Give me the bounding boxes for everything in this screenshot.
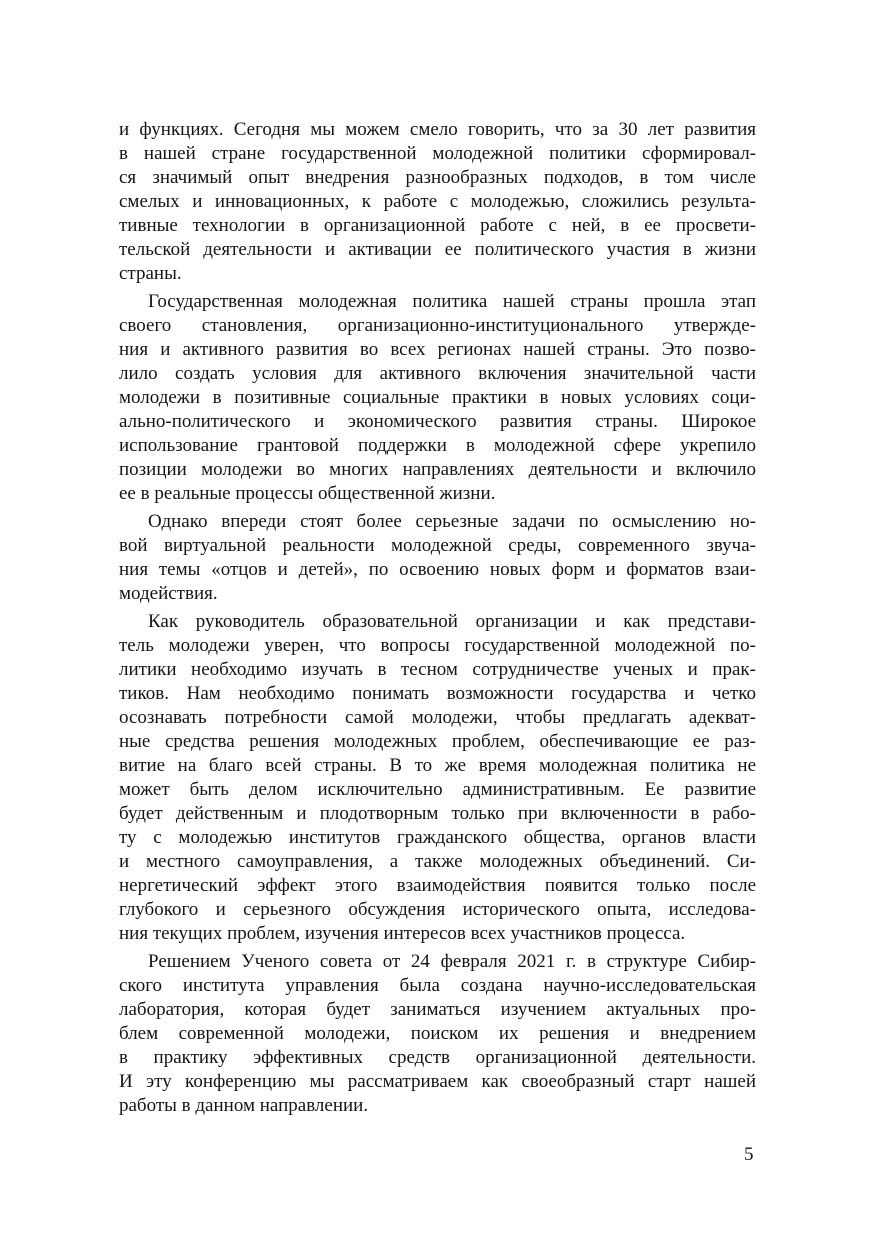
text-line: блем современной молодежи, поиском их решения и внедрением (119, 1023, 756, 1044)
paragraph-1 (119, 118, 756, 286)
text-line: тельской деятельности и активации ее политического участия в жизни (119, 239, 756, 260)
text-line: и функциях. Сегодня мы можем смело говорить, что за 30 лет развития (119, 119, 756, 140)
text-line: позиции молодежи во многих направлениях деятельности и включило (119, 459, 756, 480)
text-line: лаборатория, которая будет заниматься изучением актуальных про- (119, 999, 756, 1020)
text-line: нергетический эффект этого взаимодействия появится только после (119, 875, 756, 896)
text-line: Однако впереди стоят более серьезные задачи по осмыслению но- (148, 511, 756, 532)
text-line: лило создать условия для активного включения значительной части (119, 363, 756, 384)
text-line: глубокого и серьезного обсуждения исторического опыта, исследова- (119, 899, 756, 920)
text-line: ально-политического и экономического развития страны. Широкое (119, 411, 756, 432)
text-line: смелых и инновационных, к работе с молодежью, сложились результа- (119, 191, 756, 212)
text-line: в нашей стране государственной молодежной политики сформировал- (119, 143, 756, 164)
text-line: И эту конференцию мы рассматриваем как своеобразный старт нашей (119, 1071, 756, 1092)
text-line: молодежи в позитивные социальные практики в новых условиях соци- (119, 387, 756, 408)
text-line: модействия. (119, 583, 218, 604)
paragraph-2 (119, 290, 756, 506)
paragraph-5 (119, 950, 756, 1118)
text-line: своего становления, организационно-институционального утвержде- (119, 315, 756, 336)
text-line: в практику эффективных средств организационной деятельности. (119, 1047, 756, 1068)
text-line: Государственная молодежная политика нашей страны прошла этап (148, 291, 756, 312)
text-line: ского института управления была создана научно-исследовательская (119, 975, 756, 996)
text-line: ся значимый опыт внедрения разнообразных подходов, в том числе (119, 167, 756, 188)
text-line: ту с молодежью институтов гражданского общества, органов власти (119, 827, 756, 848)
text-line: будет действенным и плодотворным только при включенности в рабо- (119, 803, 756, 824)
text-line: литики необходимо изучать в тесном сотрудничестве ученых и прак- (119, 659, 756, 680)
paragraph-4 (119, 610, 756, 946)
text-line: Как руководитель образовательной организации и как представи- (148, 611, 756, 632)
text-line: Решением Ученого совета от 24 февраля 2021 г. в структуре Сибир- (148, 951, 756, 972)
text-line: тиков. Нам необходимо понимать возможности государства и четко (119, 683, 756, 704)
text-line: может быть делом исключительно административным. Ее развитие (119, 779, 756, 800)
text-line: вой виртуальной реальности молодежной среды, современного звуча- (119, 535, 756, 556)
text-line: ния темы «отцов и детей», по освоению новых форм и форматов взаи- (119, 559, 756, 580)
paragraph-3 (119, 510, 756, 606)
page-body (119, 118, 756, 1122)
text-line: витие на благо всей страны. В то же время молодежная политика не (119, 755, 756, 776)
text-line: ные средства решения молодежных проблем, обеспечивающие ее раз- (119, 731, 756, 752)
text-line: тивные технологии в организационной работе с ней, в ее просвети- (119, 215, 756, 236)
text-line: осознавать потребности самой молодежи, чтобы предлагать адекват- (119, 707, 756, 728)
text-line: ее в реальные процессы общественной жизни. (119, 483, 496, 504)
text-line: тель молодежи уверен, что вопросы государственной молодежной по- (119, 635, 756, 656)
text-line: ния текущих проблем, изучения интересов всех участников процесса. (119, 923, 686, 944)
text-line: использование грантовой поддержки в молодежной сфере укрепило (119, 435, 756, 456)
text-line: страны. (119, 263, 182, 284)
text-line: и местного самоуправления, а также молодежных объединений. Си- (119, 851, 756, 872)
text-line: ния и активного развития во всех регионах нашей страны. Это позво- (119, 339, 756, 360)
text-line: работы в данном направлении. (119, 1095, 369, 1116)
page-number: 5 (744, 1144, 754, 1165)
